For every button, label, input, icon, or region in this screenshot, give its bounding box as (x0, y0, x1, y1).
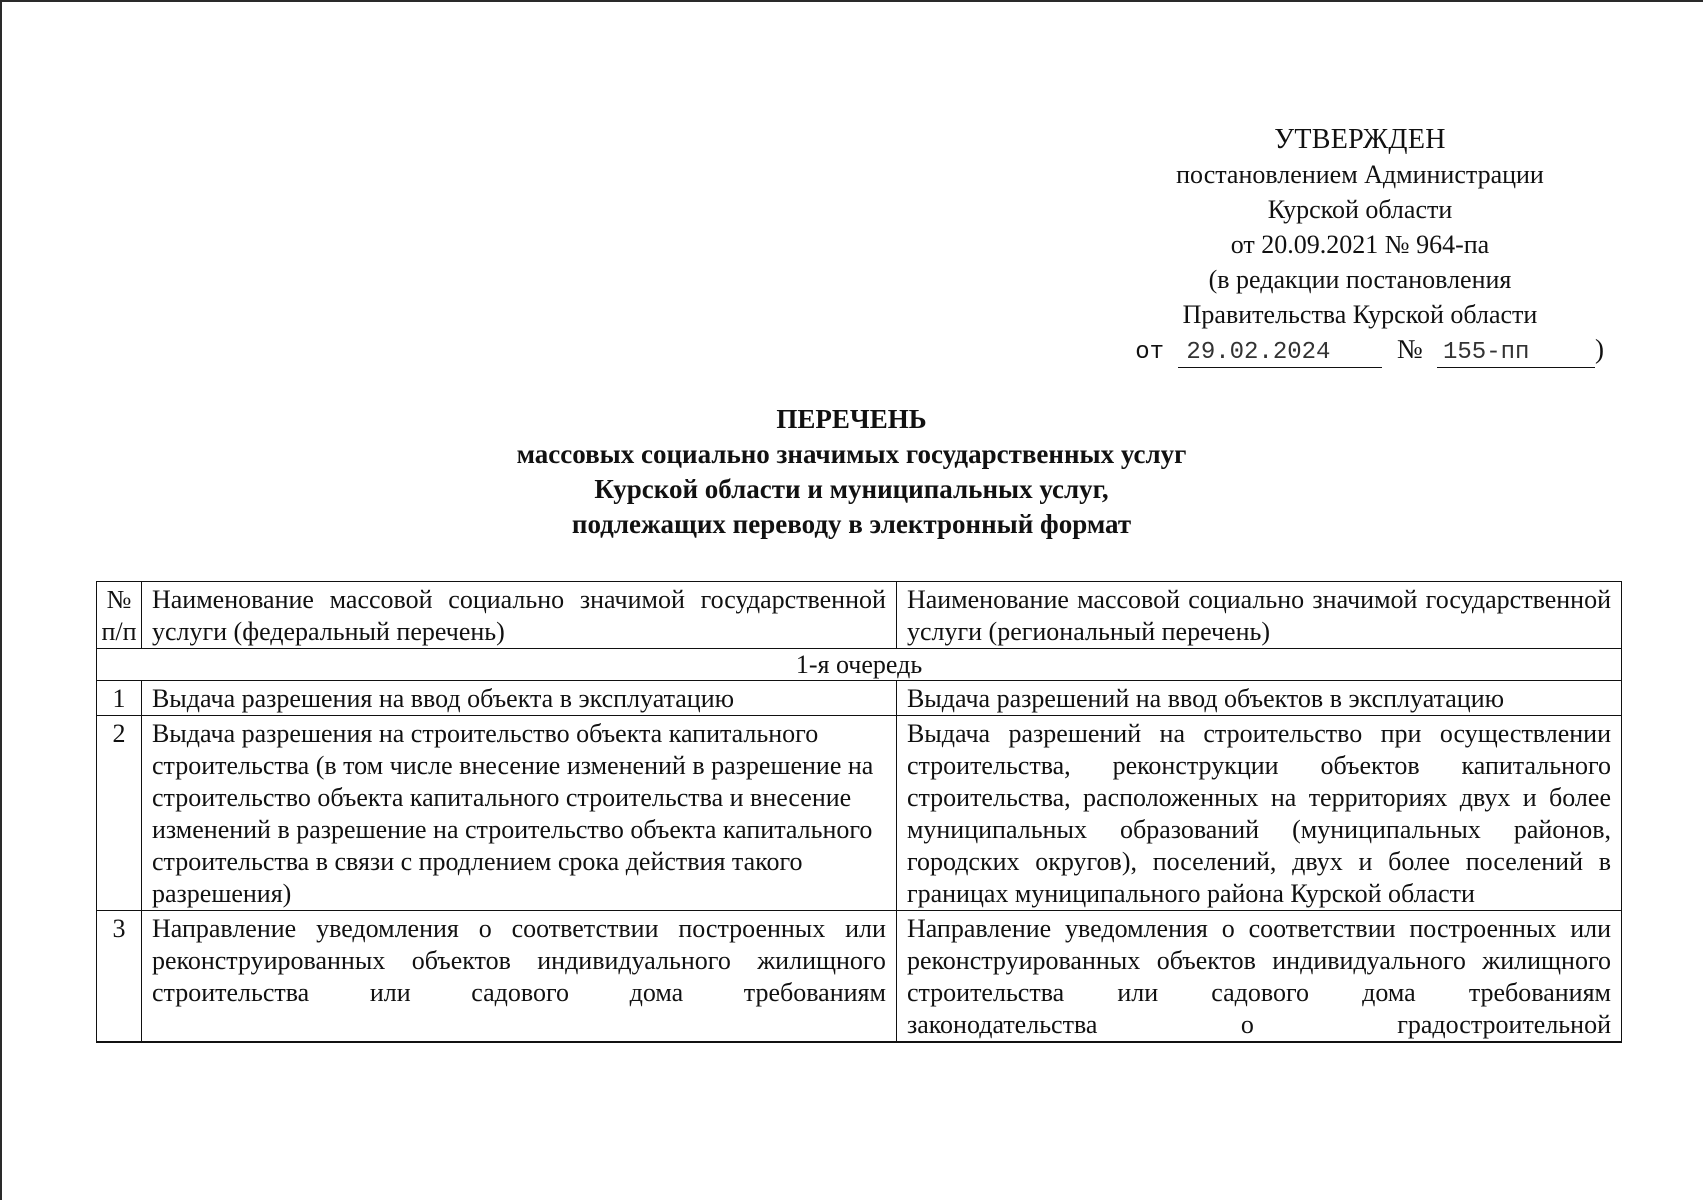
title-line-3: подлежащих переводу в электронный формат (571, 509, 1132, 539)
row-num: 2 (97, 716, 142, 911)
approval-line-4: (в редакции постановления (1208, 265, 1512, 294)
date-prefix: от (1135, 339, 1165, 366)
approval-line-1: постановлением Администрации (1176, 160, 1544, 189)
edition-date: 29.02.2024 (1178, 339, 1382, 368)
header-regional: Наименование массовой социально значимой государственной услуги (региональный перечень) (896, 582, 1621, 649)
title-main: ПЕРЕЧЕНЬ (776, 404, 927, 434)
edition-number: 155-пп (1437, 339, 1595, 368)
row-federal: Выдача разрешения на строительство объекта капитального строительства (в том числе внесение изменений в разрешение на строительство объекта капитального строительства и внесение изменений в разрешение на строительство объекта капитального строительства в связи с продлением срока действия такого разрешения) (141, 716, 896, 911)
row-regional: Направление уведомления о соответствии построенных или реконструированных объектов индивидуального жилищного строительства или садового дома требованиям законодательства о градостроительной (896, 911, 1621, 1043)
number-sign: № (1396, 334, 1423, 364)
row-num: 1 (97, 681, 142, 716)
approval-edition-date-line (1120, 332, 1604, 370)
section-row (97, 649, 1622, 681)
row-num: 3 (97, 911, 142, 1043)
approval-line-3: от 20.09.2021 № 964-па (1230, 230, 1490, 259)
header-num: № п/п (97, 582, 142, 649)
section-label: 1-я очередь (97, 649, 1622, 681)
table-row (97, 716, 1622, 911)
approval-stamp (1120, 122, 1604, 370)
approval-line-2: Курской области (1267, 195, 1453, 224)
closing-parenthesis: ) (1595, 334, 1604, 364)
row-regional: Выдача разрешений на ввод объектов в эксплуатацию (896, 681, 1621, 716)
document-title (0, 402, 1703, 542)
approval-heading: УТВЕРЖДЕН (1274, 124, 1446, 155)
title-line-2: Курской области и муниципальных услуг, (594, 474, 1109, 504)
header-federal: Наименование массовой социально значимой государственной услуги (федеральный перечень) (141, 582, 896, 649)
services-table (96, 581, 1622, 1043)
row-federal: Направление уведомления о соответствии построенных или реконструированных объектов индивидуального жилищного строительства или садового дома требованиям (141, 911, 896, 1043)
table-row (97, 911, 1622, 1043)
title-line-1: массовых социально значимых государственных услуг (516, 439, 1187, 469)
approval-line-5: Правительства Курской области (1182, 300, 1538, 329)
table-row (97, 681, 1622, 716)
table-header-row (97, 582, 1622, 649)
row-regional: Выдача разрешений на строительство при осуществлении строительства, реконструкции объектов капитального строительства, расположенных на территориях двух и более муниципальных образований (муниципальных районов, городских округов), поселений, двух и более поселений в границах муниципального района Курской области (896, 716, 1621, 911)
row-federal: Выдача разрешения на ввод объекта в эксплуатацию (141, 681, 896, 716)
